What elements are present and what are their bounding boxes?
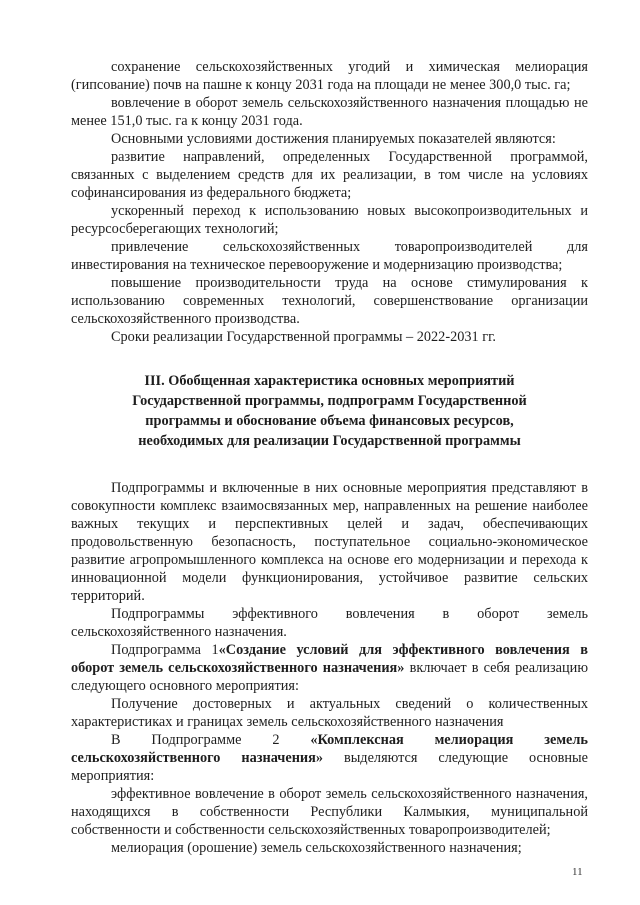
paragraph-soil-preservation: сохранение сельскохозяйственных угодий и химическая мелиорация (гипсование) почв на пашне к концу 2031 года на площади не менее 300,0 тыс. га; <box>71 59 588 93</box>
subprogram-1-label: Подпрограмма 1 <box>111 642 219 658</box>
paragraph-subprograms-land: Подпрограммы эффективного вовлечения в оборот земель сельскохозяйственного назначения. <box>71 606 588 640</box>
paragraph-directions-development: развитие направлений, определенных Государственной программой, связанных с выделением средств для их реализации, в том числе на условиях софинансирования из федерального бюджета; <box>71 149 588 201</box>
paragraph-subprogram-1 <box>71 641 588 695</box>
subprogram-1-title: «Создание условий для эффективного вовлечения в оборот земель сельскохозяйственного назначения» <box>71 642 588 676</box>
subprogram-2-description: выделяются следующие основные мероприятия: <box>71 750 589 784</box>
paragraph-subprograms-complex: Подпрограммы и включенные в них основные мероприятия представляют в совокупности комплекс взаимосвязанных мер, направленных на решение наиболее важных текущих и перспективных целей и задач, обеспечивающих продовольственную безопасность, поступательное социально-экономическое развитие агропромышленного комплекса на основе его модернизации и перехода к инновационной модели функционирования, устойчивое развитие сельских территорий. <box>71 480 588 604</box>
section-heading-line: программы и обоснование объема финансовых ресурсов, <box>145 413 514 429</box>
page-content <box>71 58 588 857</box>
paragraph-producers-investment: привлечение сельскохозяйственных товаропроизводителей для инвестирования на техническое перевооружение и модернизацию производства; <box>71 239 588 273</box>
paragraph-effective-involvement: эффективное вовлечение в оборот земель сельскохозяйственного назначения, находящихся в собственности Республики Калмыкия, муниципальной собственности и собственности сельскохозяйственных товаропроизводителей; <box>71 786 588 838</box>
section-heading <box>71 371 588 451</box>
paragraph-conditions-intro: Основными условиями достижения планируемых показателей являются: <box>111 131 556 147</box>
paragraph-irrigation: мелиорация (орошение) земель сельскохозяйственного назначения; <box>111 840 522 856</box>
section-heading-line: Государственной программы, подпрограмм Государственной <box>132 393 527 409</box>
page-number: 11 <box>572 866 583 878</box>
paragraph-subprogram-2 <box>71 731 588 785</box>
paragraph-land-involvement: вовлечение в оборот земель сельскохозяйственного назначения площадью не менее 151,0 тыс. га к концу 2031 года. <box>71 95 588 129</box>
section-heading-line: необходимых для реализации Государственной программы <box>138 433 521 449</box>
paragraph-technology-transition: ускоренный переход к использованию новых высокопроизводительных и ресурсосберегающих технологий; <box>71 203 588 237</box>
paragraph-program-timeline: Сроки реализации Государственной программы – 2022-2031 гг. <box>111 329 496 345</box>
paragraph-land-data: Получение достоверных и актуальных сведений о количественных характеристиках и границах земель сельскохозяйственного назначения <box>71 696 588 730</box>
section-heading-line: III. Обобщенная характеристика основных мероприятий <box>144 373 515 389</box>
subprogram-1-description: включает в себя реализацию следующего основного мероприятия: <box>71 660 589 694</box>
paragraph-labor-productivity: повышение производительности труда на основе стимулирования к использованию современных технологий, совершенствование организации сельскохозяйственного производства. <box>71 275 588 327</box>
subprogram-2-label: В Подпрограмме 2 <box>111 732 311 748</box>
subprogram-2-title: «Комплексная мелиорация земель сельскохозяйственного назначения» <box>71 732 588 766</box>
